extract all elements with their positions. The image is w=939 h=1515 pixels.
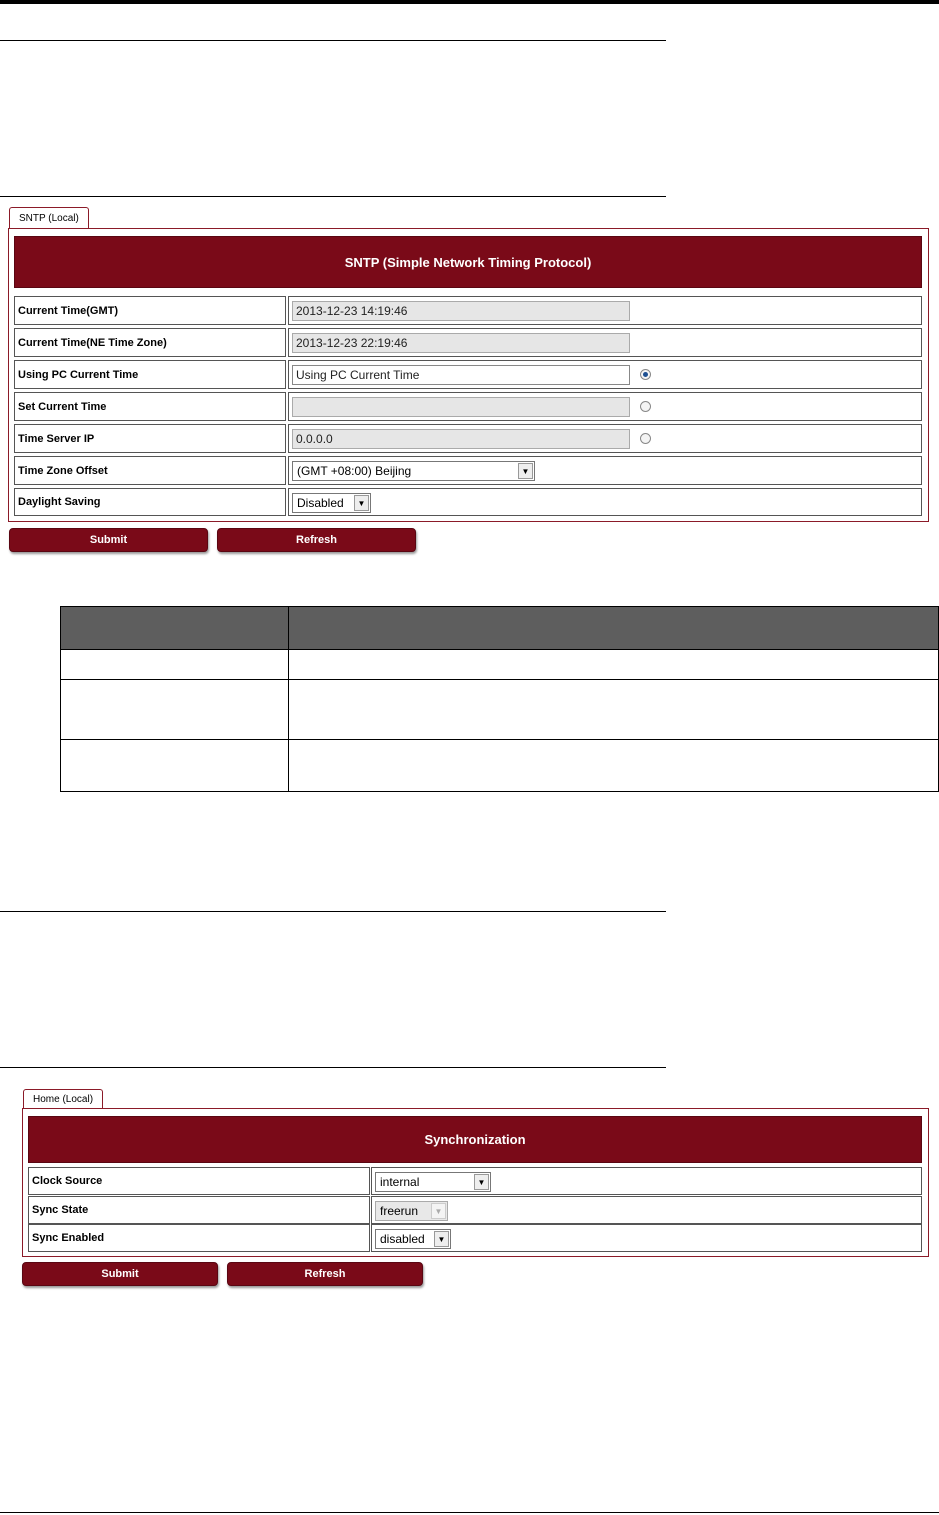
sync-refresh-button[interactable]: Refresh [227,1262,423,1286]
table-cell [289,650,939,680]
sync-state-select [375,1201,448,1221]
clock-source-value: internal [380,1175,420,1189]
cell-using-pc-time [288,360,922,389]
sync-enabled-select[interactable] [375,1229,451,1249]
label-sync-state: Sync State [28,1196,370,1224]
sync-enabled-value: disabled [380,1232,425,1246]
daylight-saving-value: Disabled [297,496,344,510]
current-time-gmt-field: 2013-12-23 14:19:46 [292,301,630,321]
row-clock-source [28,1167,922,1195]
sync-panel [22,1108,929,1257]
cell-current-time-ne [288,328,922,357]
chevron-down-icon[interactable]: ▼ [474,1174,489,1190]
sntp-refresh-button[interactable]: Refresh [217,528,416,552]
label-current-time-ne: Current Time(NE Time Zone) [14,328,286,357]
cell-time-server-ip [288,424,922,453]
row-current-time-ne [14,328,922,357]
table-header-row [61,607,939,650]
table-row [61,740,939,792]
label-using-pc-time: Using PC Current Time [14,360,286,389]
row-sync-enabled [28,1224,922,1252]
chevron-down-icon: ▼ [431,1203,446,1219]
tab-home-local[interactable]: Home (Local) [23,1089,103,1109]
table-header-cell [289,607,939,650]
using-pc-time-radio[interactable] [640,369,651,380]
top-rule [0,0,939,4]
row-daylight-saving [14,488,922,516]
row-time-zone-offset [14,456,922,485]
chevron-down-icon[interactable]: ▼ [518,463,533,479]
row-set-current-time [14,392,922,421]
sync-submit-button[interactable]: Submit [22,1262,218,1286]
sync-title: Synchronization [28,1116,922,1163]
label-clock-source: Clock Source [28,1167,370,1195]
set-current-time-radio[interactable] [640,401,651,412]
cell-sync-enabled [371,1224,922,1252]
label-time-zone-offset: Time Zone Offset [14,456,286,485]
time-server-ip-radio[interactable] [640,433,651,444]
description-table [60,606,939,792]
cell-sync-state [371,1196,922,1224]
cell-set-current-time [288,392,922,421]
label-time-server-ip: Time Server IP [14,424,286,453]
row-current-time-gmt [14,296,922,325]
table-cell [61,680,289,740]
daylight-saving-select[interactable] [292,493,371,513]
row-using-pc-time [14,360,922,389]
divider [0,196,666,197]
sntp-submit-button[interactable]: Submit [9,528,208,552]
table-cell [61,740,289,792]
cell-time-zone-offset [288,456,922,485]
current-time-ne-field: 2013-12-23 22:19:46 [292,333,630,353]
chevron-down-icon[interactable]: ▼ [434,1231,449,1247]
footer-rule [0,1512,939,1513]
time-server-ip-field[interactable]: 0.0.0.0 [292,429,630,449]
table-cell [61,650,289,680]
table-cell [289,680,939,740]
row-sync-state [28,1196,922,1224]
label-daylight-saving: Daylight Saving [14,488,286,516]
time-zone-offset-value: (GMT +08:00) Beijing [297,464,412,478]
time-zone-offset-select[interactable] [292,461,535,481]
divider [0,1067,666,1068]
table-cell [289,740,939,792]
label-sync-enabled: Sync Enabled [28,1224,370,1252]
cell-daylight-saving [288,488,922,516]
tab-sntp-local[interactable]: SNTP (Local) [9,207,89,229]
label-current-time-gmt: Current Time(GMT) [14,296,286,325]
row-time-server-ip [14,424,922,453]
cell-current-time-gmt [288,296,922,325]
sntp-title: SNTP (Simple Network Timing Protocol) [14,236,922,288]
sync-state-value: freerun [380,1204,419,1218]
sntp-panel [8,228,929,522]
divider [0,911,666,912]
table-header-cell [61,607,289,650]
table-row [61,680,939,740]
cell-clock-source [371,1167,922,1195]
divider [0,40,666,41]
chevron-down-icon[interactable]: ▼ [354,495,369,511]
label-set-current-time: Set Current Time [14,392,286,421]
set-current-time-field[interactable] [292,397,630,417]
table-row [61,650,939,680]
using-pc-time-field[interactable]: Using PC Current Time [292,365,630,385]
clock-source-select[interactable] [375,1172,491,1192]
